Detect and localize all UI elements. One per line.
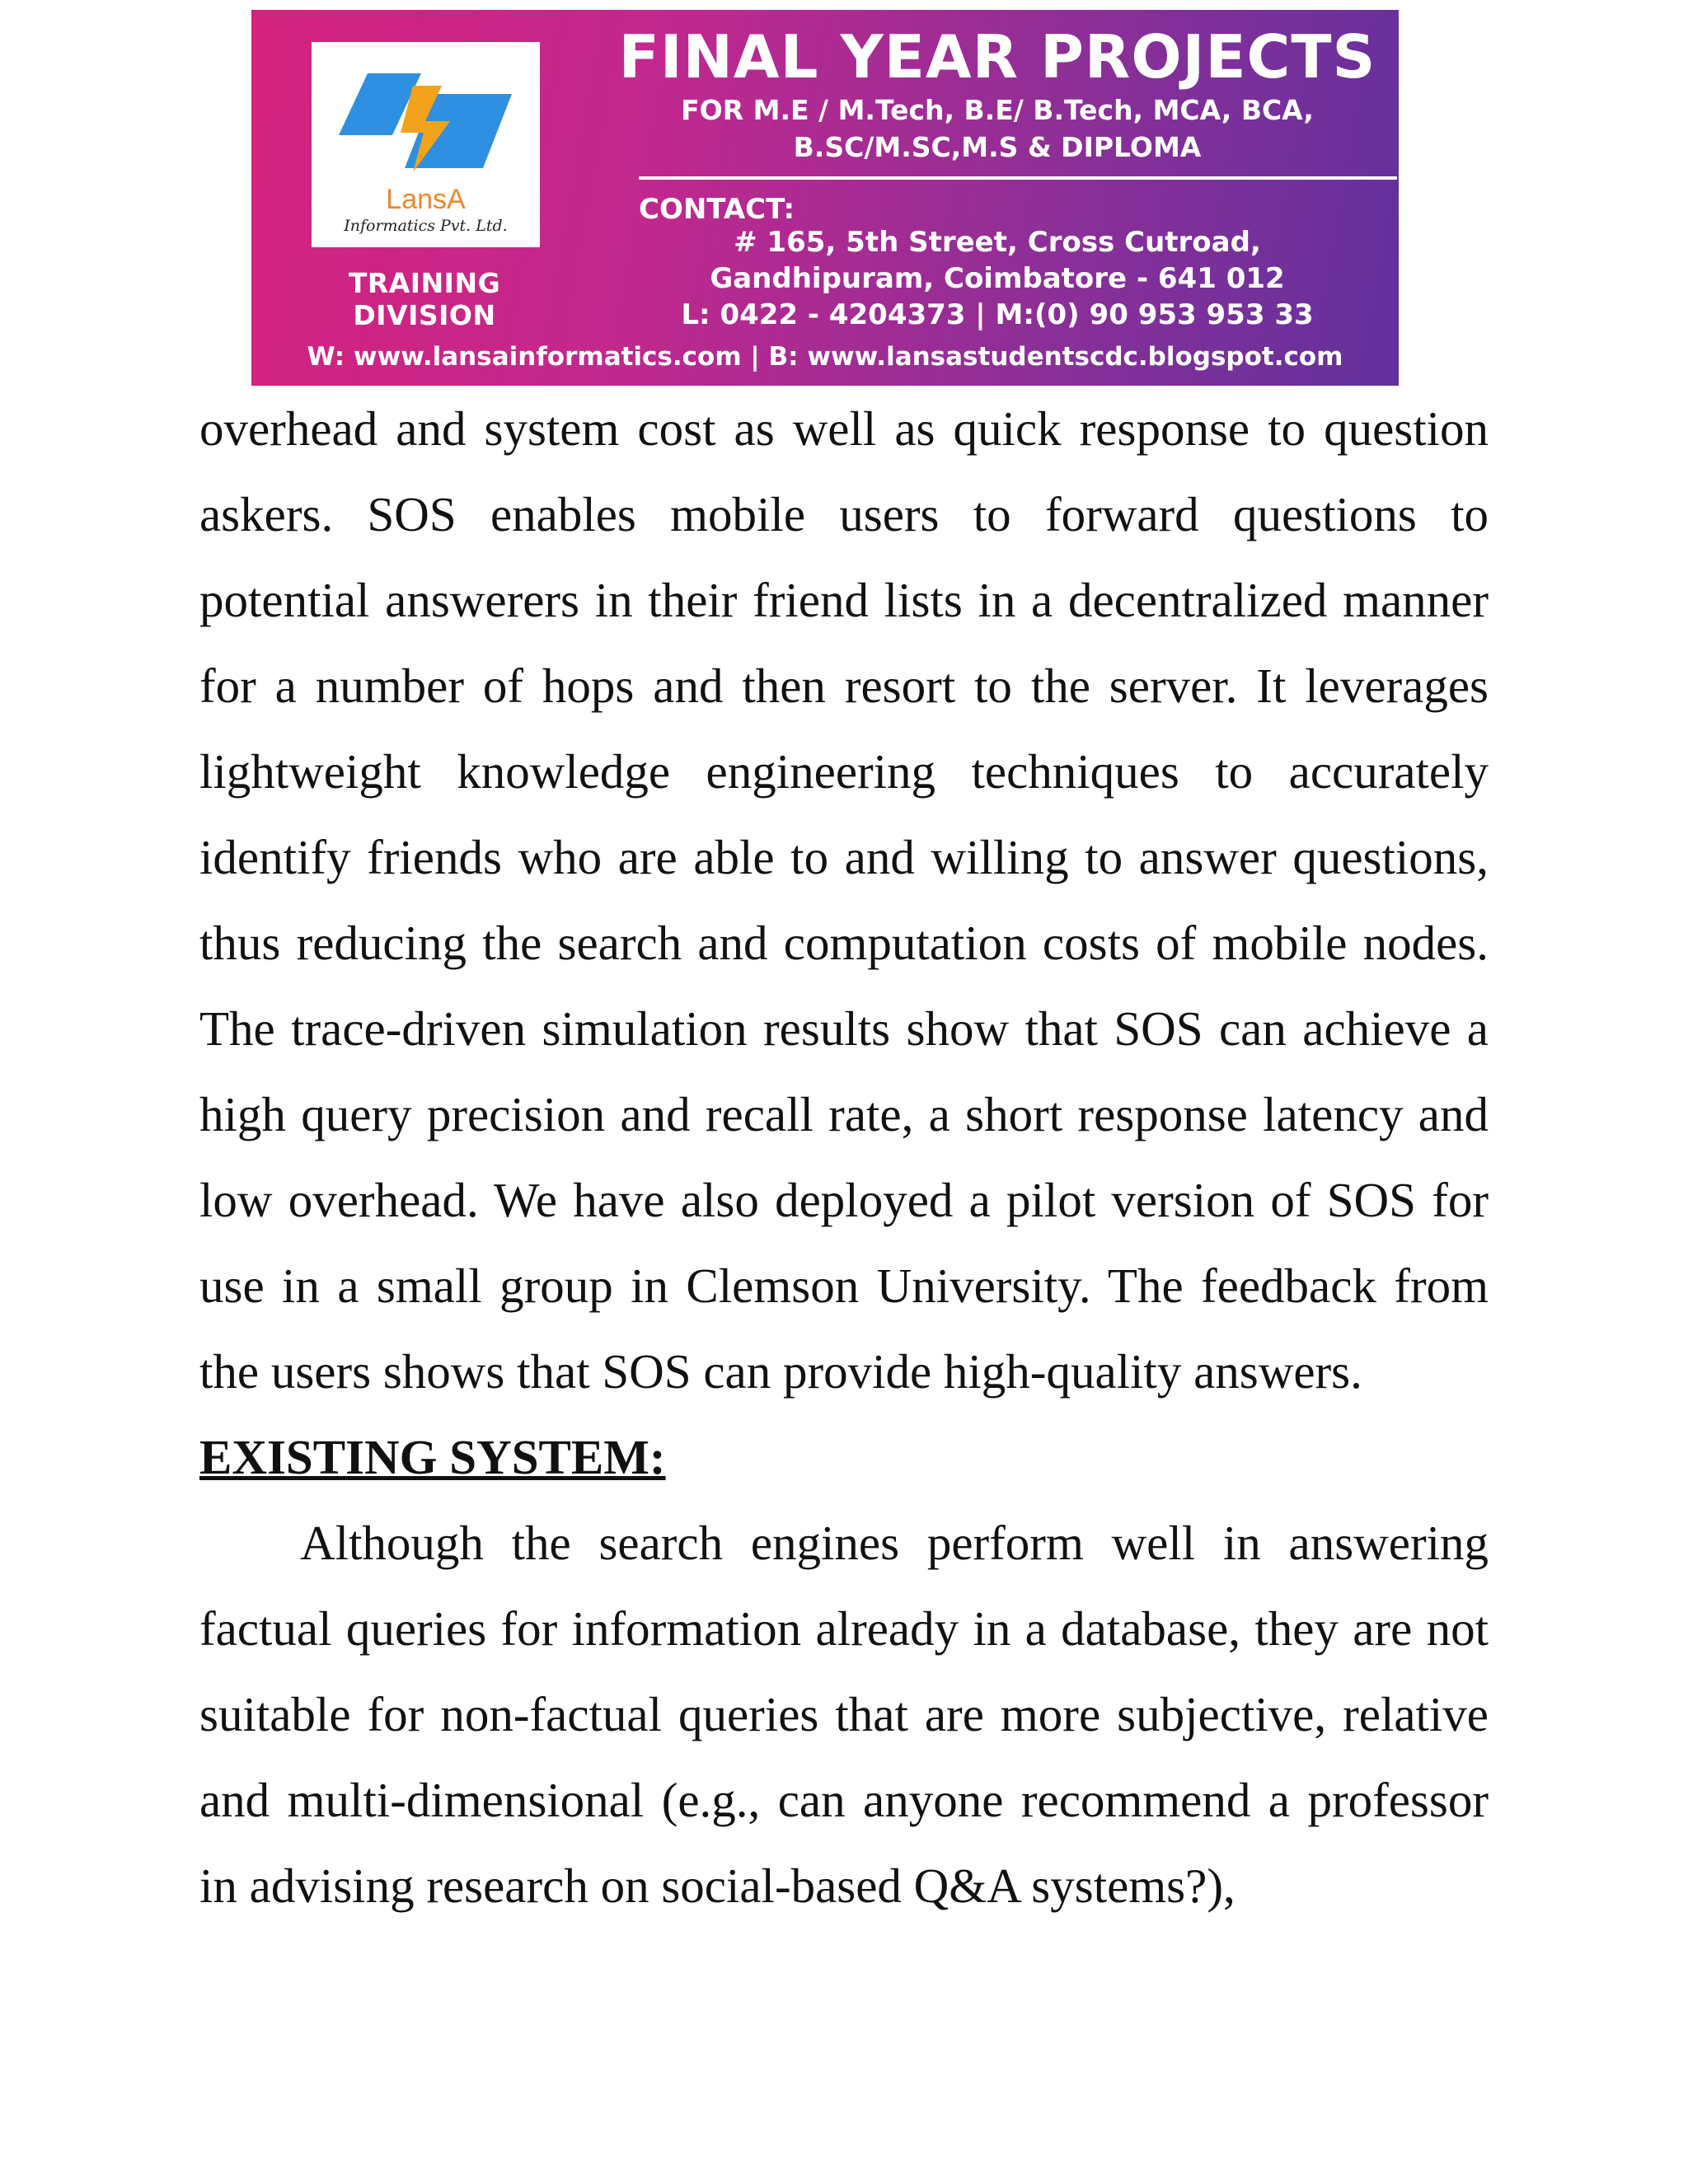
phone-line: L: 0422 - 4204373 | M:(0) 90 953 953 33 xyxy=(681,298,1314,331)
logo-name: LansA xyxy=(386,184,466,215)
paragraph-intro: overhead and system cost as well as quick response to question askers. SOS enables mobile users to forward questions to potential answerers in their friend lists in a decentralized manner for a number of hops and then resort to the server. It leverages lightweight knowledge engineering techniques to accurately identify friends who are able to and willing to answer questions, thus reducing the search and computation costs of mobile nodes. The trace-driven simulation results show that SOS can achieve a high query precision and recall rate, a short response latency and low overhead. We have also deployed a pilot version of SOS for use in a small group in Clemson University. The feedback from the users shows that SOS can provide high-quality answers. xyxy=(199,401,1489,1399)
contact-label: CONTACT: xyxy=(639,193,795,226)
banner-title: FINAL YEAR PROJECTS xyxy=(618,22,1376,91)
training-division-label: TRAINING DIVISION xyxy=(348,267,501,331)
address-line1: # 165, 5th Street, Cross Cutroad, xyxy=(734,226,1261,259)
banner-divider xyxy=(639,176,1397,180)
company-logo xyxy=(312,42,540,247)
lansa-logo-icon xyxy=(335,57,516,180)
banner-subtitle-line2: B.SC/M.SC,M.S & DIPLOMA xyxy=(793,131,1202,163)
banner-subtitle-line1: FOR M.E / M.Tech, B.E/ B.Tech, MCA, BCA, xyxy=(681,94,1314,126)
section-heading-existing-system: EXISTING SYSTEM: xyxy=(199,1430,666,1484)
web-line: W: www.lansainformatics.com | B: www.lansastudentscdc.blogspot.com xyxy=(307,342,1343,372)
header-banner xyxy=(251,10,1399,386)
logo-subtext: Informatics Pvt. Ltd. xyxy=(344,217,508,235)
paragraph-existing-system: Although the search engines perform well in answering factual queries for information already in a database, they are not suitable for non-factual queries that are more subjective, relative and multi-dimensional (e.g., can anyone recommend a professor in advising research on social-based Q&A systems?), xyxy=(199,1516,1489,1913)
address-line2: Gandhipuram, Coimbatore - 641 012 xyxy=(710,262,1285,295)
